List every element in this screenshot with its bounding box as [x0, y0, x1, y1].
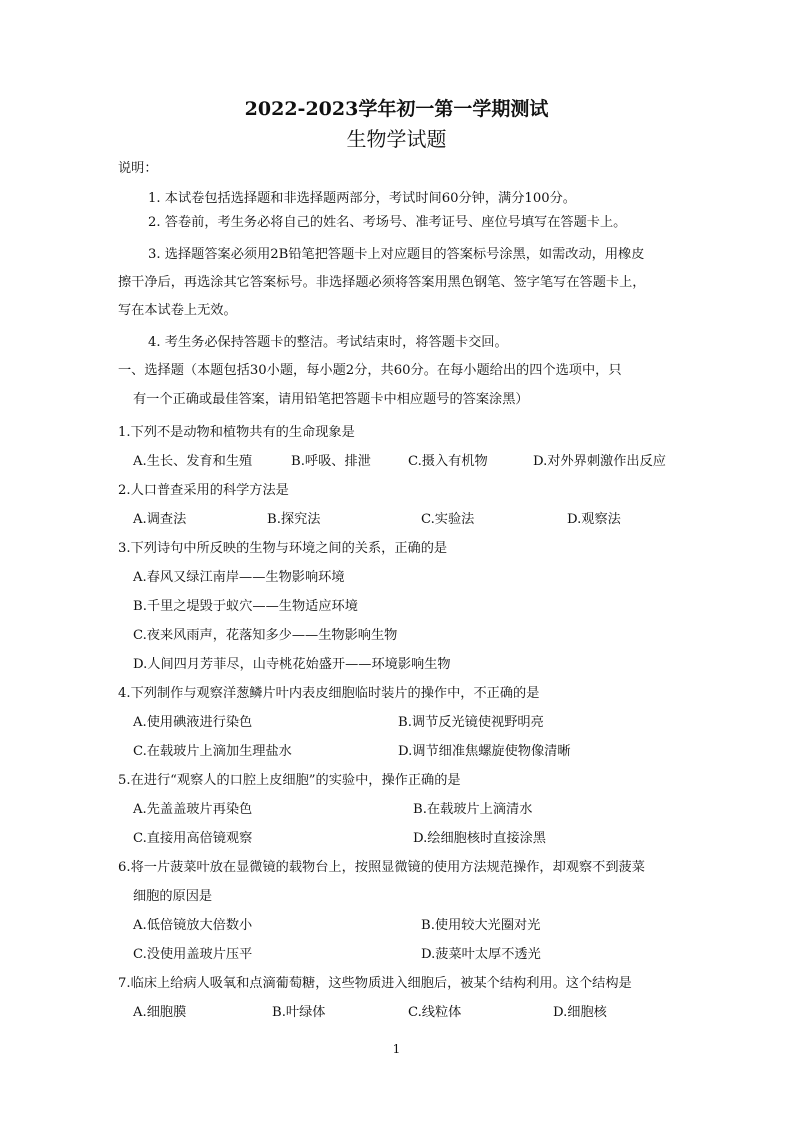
instruction-3-line1: 3. 选择题答案必须用2B铅笔把答题卡上对应题目的答案标号涂黑，如需改动，用橡皮 [148, 247, 645, 262]
question-1-option-a: A.生长、发育和生殖 [133, 454, 253, 469]
question-2-option-a: A.调查法 [133, 512, 187, 527]
question-1-option-b: B.呼吸、排泄 [291, 454, 371, 469]
question-4-option-a: A.使用碘液进行染色 [133, 715, 253, 730]
question-6-stem-line1: 6.将一片菠菜叶放在显微镜的载物台上，按照显微镜的使用方法规范操作，却观察不到菠菜 [118, 860, 645, 875]
question-6-option-a: A.低倍镜放大倍数小 [133, 918, 253, 933]
instruction-4: 4. 考生务必保持答题卡的整洁。考试结束时，将答题卡交回。 [148, 335, 508, 350]
question-1-option-c: C.摄入有机物 [408, 454, 488, 469]
question-3-option-d: D.人间四月芳菲尽，山寺桃花始盛开——环境影响生物 [133, 657, 451, 672]
question-2-option-b: B.探究法 [267, 512, 321, 527]
section-heading-line1: 一、选择题（本题包括30小题，每小题2分，共60分。在每小题给出的四个选项中，只 [118, 363, 622, 378]
question-6-stem-line2: 细胞的原因是 [133, 889, 213, 904]
question-5-option-a: A.先盖盖玻片再染色 [133, 802, 253, 817]
question-2-stem: 2.人口普查采用的科学方法是 [118, 483, 289, 498]
question-5-stem: 5.在进行“观察人的口腔上皮细胞”的实验中，操作正确的是 [118, 773, 461, 788]
question-5-option-c: C.直接用高倍镜观察 [133, 831, 253, 846]
question-5-option-b: B.在载玻片上滴清水 [413, 802, 533, 817]
section-heading-line2: 有一个正确或最佳答案，请用铅笔把答题卡中相应题号的答案涂黑） [133, 392, 529, 407]
question-6-option-c: C.没使用盖玻片压平 [133, 947, 253, 962]
instruction-3-line3: 写在本试卷上无效。 [118, 303, 237, 318]
exam-subtitle: 生物学试题 [346, 127, 447, 151]
page-number: 1 [392, 1042, 401, 1056]
question-3-option-a: A.春风又绿江南岸——生物影响环境 [133, 570, 345, 585]
question-4-option-b: B.调节反光镜使视野明亮 [398, 715, 544, 730]
instruction-3-line2: 擦干净后，再选涂其它答案标号。非选择题必须将答案用黑色钢笔、签字笔写在答题卡上， [118, 275, 646, 290]
question-5-option-d: D.绘细胞核时直接涂黑 [413, 831, 546, 846]
question-4-option-d: D.调节细准焦螺旋使物像清晰 [398, 744, 571, 759]
instruction-2: 2. 答卷前，考生务必将自己的姓名、考场号、准考证号、座位号填写在答题卡上。 [148, 215, 627, 230]
question-7-option-b: B.叶绿体 [272, 1005, 326, 1020]
question-2-option-d: D.观察法 [567, 512, 621, 527]
question-1-stem: 1.下列不是动物和植物共有的生命现象是 [118, 425, 355, 440]
instructions-label: 说明： [118, 161, 158, 176]
question-1-option-d: D.对外界刺激作出反应 [533, 454, 666, 469]
instruction-1: 1. 本试卷包括选择题和非选择题两部分，考试时间60分钟，满分100分。 [148, 191, 576, 206]
question-7-option-d: D.细胞核 [553, 1005, 607, 1020]
question-3-option-b: B.千里之堤毁于蚁穴——生物适应环境 [133, 599, 358, 614]
question-3-option-c: C.夜来风雨声，花落知多少——生物影响生物 [133, 628, 398, 643]
question-6-option-b: B.使用较大光圈对光 [421, 918, 541, 933]
question-7-option-c: C.线粒体 [408, 1005, 462, 1020]
question-3-stem: 3.下列诗句中所反映的生物与环境之间的关系，正确的是 [118, 541, 448, 556]
question-4-option-c: C.在载玻片上滴加生理盐水 [133, 744, 292, 759]
question-7-stem: 7.临床上给病人吸氧和点滴葡萄糖，这些物质进入细胞后，被某个结构利用。这个结构是 [118, 976, 632, 991]
question-7-option-a: A.细胞膜 [133, 1005, 187, 1020]
question-4-stem: 4.下列制作与观察洋葱鳞片叶内表皮细胞临时装片的操作中，不正确的是 [118, 686, 540, 701]
question-2-option-c: C.实验法 [421, 512, 475, 527]
question-6-option-d: D.菠菜叶太厚不透光 [421, 947, 541, 962]
exam-title: 2022-2023学年初一第一学期测试 [244, 98, 549, 120]
